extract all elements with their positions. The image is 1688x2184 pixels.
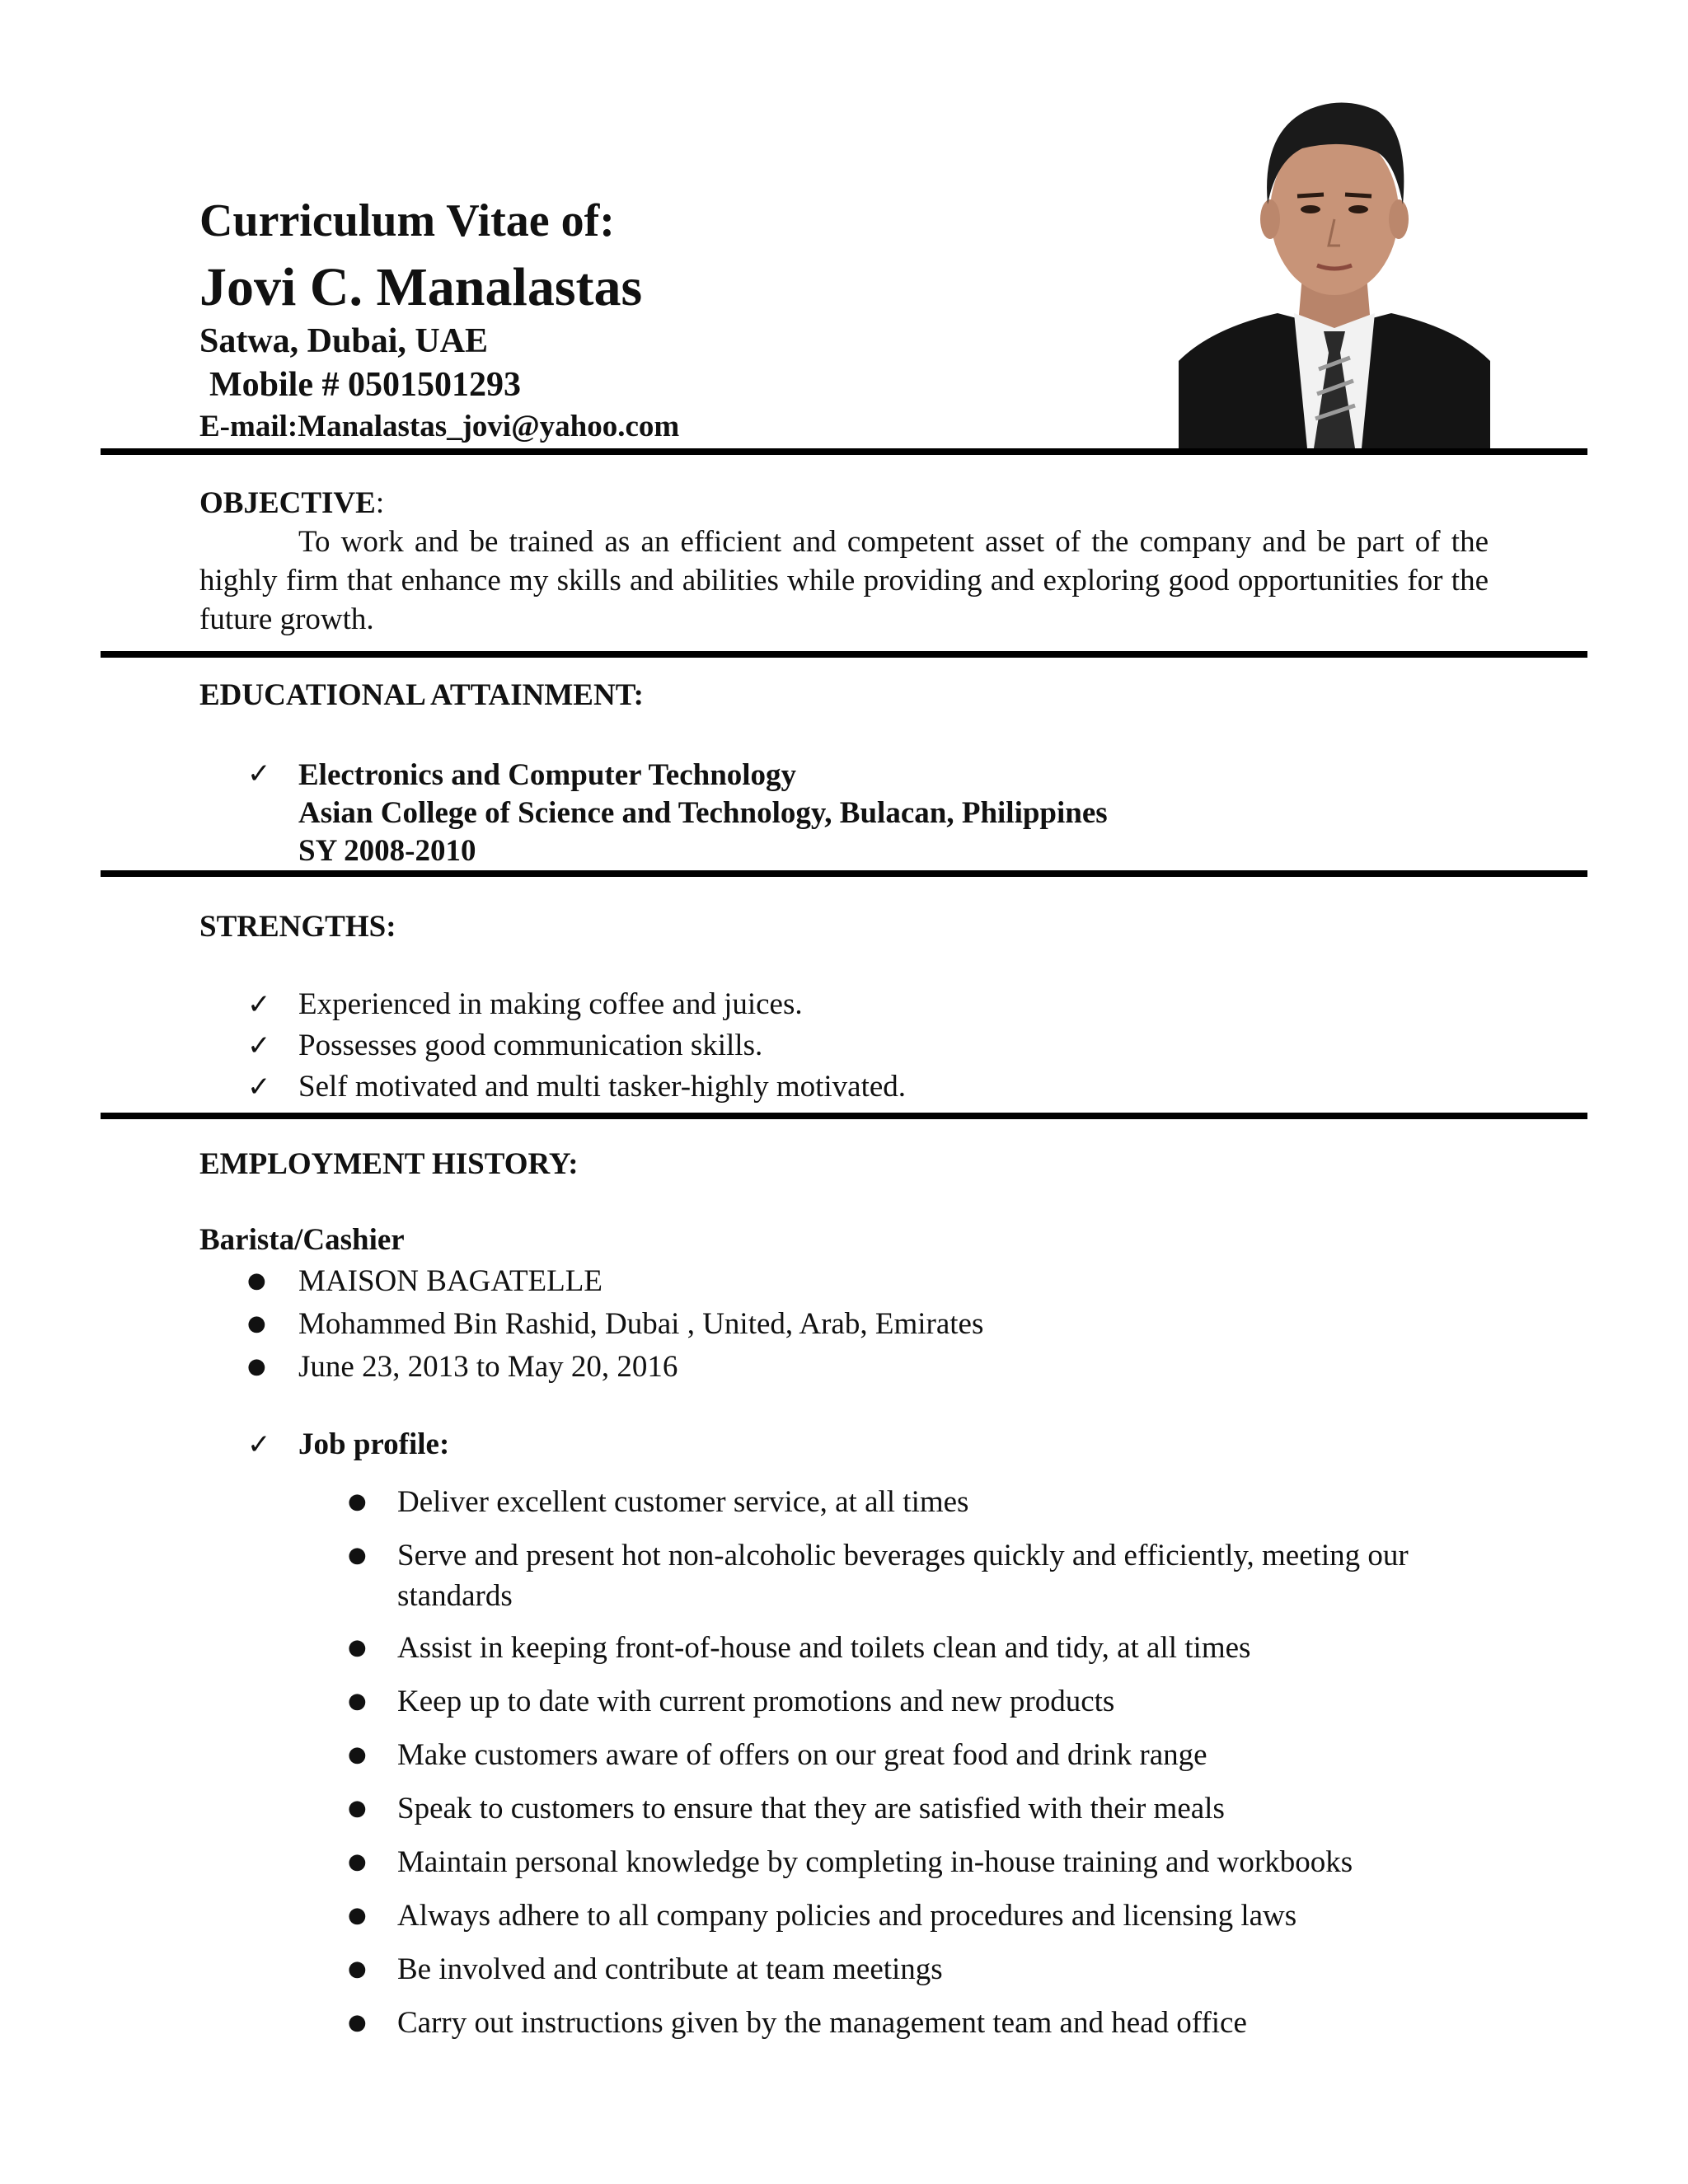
bullet-icon: ● [348, 2010, 367, 2035]
bullet-icon: ● [348, 1742, 367, 1767]
candidate-email: E-mail:Manalastas_jovi@yahoo.com [199, 410, 680, 443]
education-years: SY 2008-2010 [298, 834, 476, 868]
employment-detail [247, 1309, 983, 1339]
duty-text: Serve and present hot non-alcoholic beverages quickly and efficiently, meeting our standards [397, 1539, 1409, 1613]
duty-item [348, 1535, 1493, 1616]
bullet-icon: ● [348, 1635, 367, 1660]
bullet-icon: ● [247, 1268, 266, 1293]
section-divider [101, 1113, 1587, 1119]
employment-heading: EMPLOYMENT HISTORY: [199, 1147, 579, 1181]
duty-item [348, 1788, 1493, 1829]
strength-item [247, 1071, 906, 1102]
person-photo-icon [1179, 81, 1490, 448]
job-profile-row [247, 1429, 449, 1460]
bullet-icon: ● [348, 1689, 367, 1713]
duty-item [348, 1628, 1493, 1668]
duty-text: Always adhere to all company policies and procedures and licensing laws [397, 1899, 1297, 1933]
job-profile-heading: Job profile: [298, 1427, 450, 1461]
employer-name: MAISON BAGATELLE [298, 1264, 603, 1298]
candidate-name: Jovi C. Manalastas [199, 257, 643, 317]
objective-text: To work and be trained as an efficient and competent asset of the company and be part of the highly firm that enhance my skills and abilities while providing and exploring good opportunities for the future growth. [199, 525, 1489, 636]
duty-text: Assist in keeping front-of-house and toilets clean and tidy, at all times [397, 1631, 1251, 1665]
candidate-mobile: Mobile # 0501501293 [209, 366, 521, 404]
section-divider [101, 448, 1587, 455]
section-divider [101, 870, 1587, 877]
bullet-icon: ● [348, 1957, 367, 1981]
employment-detail [247, 1352, 678, 1382]
objective-heading-colon: : [375, 486, 385, 520]
employer-location: Mohammed Bin Rashid, Dubai , United, Arab, Emirates [298, 1307, 984, 1341]
strength-text: Possesses good communication skills. [298, 1029, 763, 1062]
strength-item [247, 1030, 762, 1061]
checkmark-icon: ✓ [247, 1071, 271, 1104]
employment-detail [247, 1266, 603, 1296]
duty-text: Carry out instructions given by the management team and head office [397, 2006, 1247, 2040]
objective-heading-label: OBJECTIVE [199, 486, 376, 520]
cv-title: Curriculum Vitae of: [199, 195, 615, 246]
duty-item [348, 1842, 1493, 1882]
duty-item [348, 1735, 1493, 1775]
bullet-icon: ● [348, 1543, 367, 1568]
checkmark-icon: ✓ [247, 988, 271, 1021]
bullet-icon: ● [247, 1354, 266, 1379]
bullet-icon: ● [348, 1903, 367, 1928]
duty-text: Speak to customers to ensure that they are satisfied with their meals [397, 1792, 1225, 1825]
bullet-icon: ● [348, 1849, 367, 1874]
duty-item [348, 1681, 1493, 1722]
bullet-icon: ● [348, 1489, 367, 1514]
education-school: Asian College of Science and Technology, Bulacan, Philippines [298, 796, 1108, 830]
duty-text: Keep up to date with current promotions and new products [397, 1685, 1115, 1718]
duty-item [348, 1482, 1493, 1522]
strength-text: Self motivated and multi tasker-highly motivated. [298, 1070, 907, 1104]
education-course: Electronics and Computer Technology [298, 758, 797, 792]
section-divider [101, 651, 1587, 658]
employment-dates: June 23, 2013 to May 20, 2016 [298, 1350, 678, 1384]
duty-item [348, 1896, 1493, 1936]
duty-item [348, 2003, 1493, 2043]
profile-photo [1179, 81, 1490, 448]
strengths-heading: STRENGTHS: [199, 910, 396, 944]
duty-text: Make customers aware of offers on our great food and drink range [397, 1738, 1207, 1772]
education-heading: EDUCATIONAL ATTAINMENT: [199, 678, 644, 712]
duty-text: Maintain personal knowledge by completing in-house training and workbooks [397, 1845, 1353, 1879]
duty-text: Be involved and contribute at team meetings [397, 1952, 943, 1986]
checkmark-icon: ✓ [247, 1428, 271, 1461]
checkmark-icon: ✓ [247, 1029, 271, 1062]
objective-heading [199, 488, 384, 518]
strength-item [247, 989, 803, 1019]
duty-text: Deliver excellent customer service, at all times [397, 1485, 969, 1519]
bullet-icon: ● [348, 1796, 367, 1821]
duty-item [348, 1949, 1493, 1990]
bullet-icon: ● [247, 1311, 266, 1336]
strength-text: Experienced in making coffee and juices. [298, 987, 803, 1021]
candidate-address: Satwa, Dubai, UAE [199, 322, 489, 360]
job-position: Barista/Cashier [199, 1223, 405, 1257]
education-check-row [247, 758, 298, 789]
checkmark-icon: ✓ [247, 757, 271, 790]
